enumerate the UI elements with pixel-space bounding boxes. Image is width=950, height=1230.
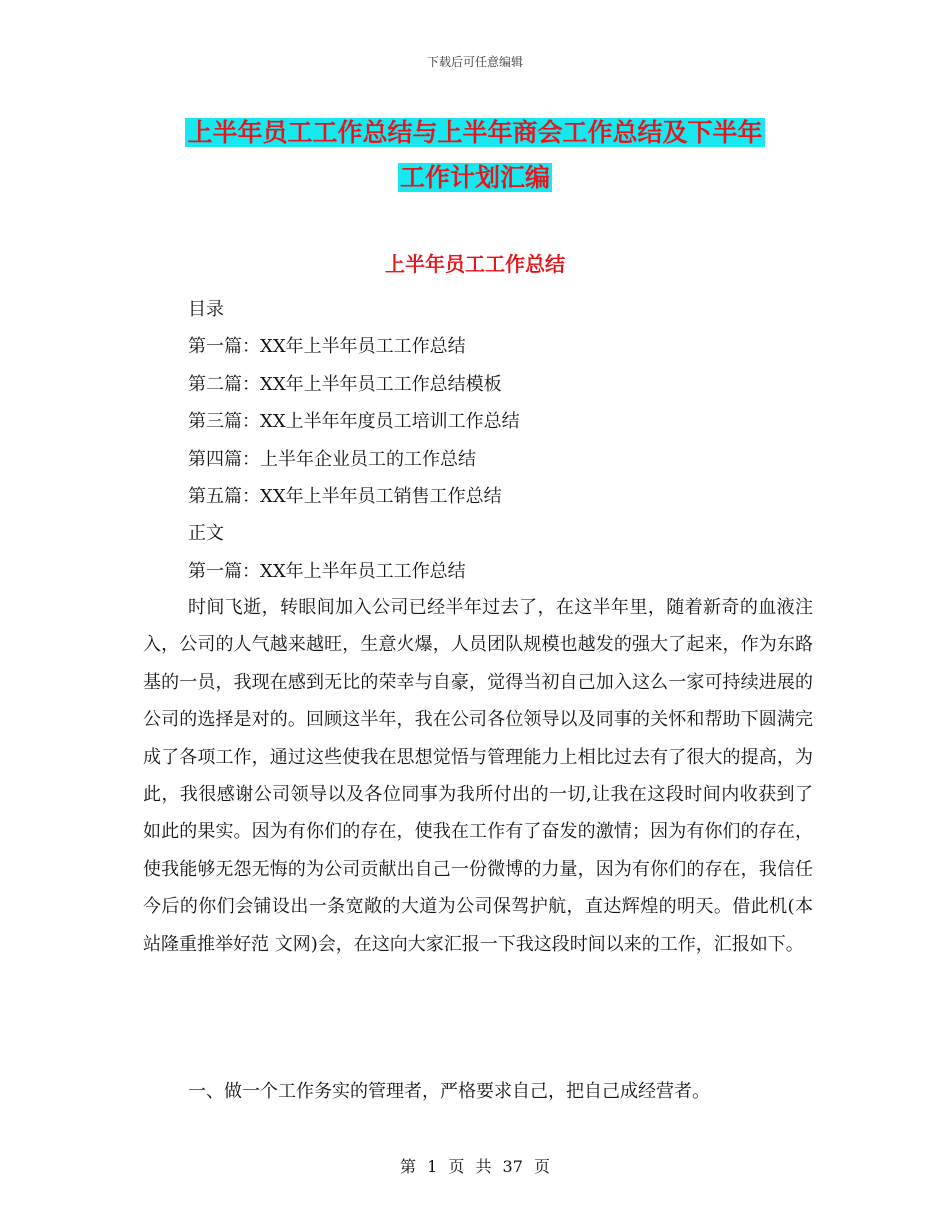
point-one-paragraph: 一、做一个工作务实的管理者，严格要求自己，把自己成经营者。	[188, 1081, 710, 1102]
toc-item: 第二篇：XX年上半年员工工作总结模板	[188, 373, 502, 395]
chapter-heading: 第一篇：XX年上半年员工工作总结	[188, 560, 466, 582]
header-note: 下载后可任意编辑	[426, 55, 523, 69]
section-title: 上半年员工工作总结	[385, 252, 565, 276]
toc-heading: 目录	[188, 299, 224, 320]
body-heading: 正文	[188, 523, 224, 545]
table-of-contents	[188, 291, 828, 590]
document-title	[0, 110, 950, 200]
toc-item: 第一篇：XX年上半年员工工作总结	[188, 336, 466, 358]
toc-item: 第三篇：XX上半年年度员工培训工作总结	[188, 411, 520, 433]
toc-item: 第五篇：XX年上半年员工销售工作总结	[188, 486, 502, 508]
document-title-line-1: 上半年员工工作总结与上半年商会工作总结及下半年	[187, 118, 763, 147]
document-title-line-2: 工作计划汇编	[399, 163, 550, 192]
toc-item: 第四篇：上半年企业员工的工作总结	[188, 448, 476, 470]
page-footer: 第 1 页 共 37 页	[400, 1157, 550, 1176]
body-paragraph: 时间飞逝，转眼间加入公司已经半年过去了，在这半年里，随着新奇的血液注入，公司的人气越来越旺，生意火爆，人员团队规模也越发的强大了起来，作为东路基的一员，我现在感到无比的荣幸与自豪，觉得当初自己加入这么一家可持续进展的公司的选择是对的。回顾这半年，我在公司各位领导以及同事的关怀和帮助下圆满完成了各项工作，通过这些使我在思想觉悟与管理能力上相比过去有了很大的提高，为此，我很感谢公司领导以及各位同事为我所付出的一切,让我在这段时间内收获到了如此的果实。因为有你们的存在，使我在工作有了奋发的激情；因为有你们的存在，使我能够无怨无悔的为公司贡献出自己一份微博的力量，因为有你们的存在，我信任今后的你们会铺设出一条宽敞的大道为公司保驾护航，直达辉煌的明天。借此机(本站隆重推举好范 文网)会，在这向大家汇报一下我这段时间以来的工作，汇报如下。	[143, 597, 813, 955]
